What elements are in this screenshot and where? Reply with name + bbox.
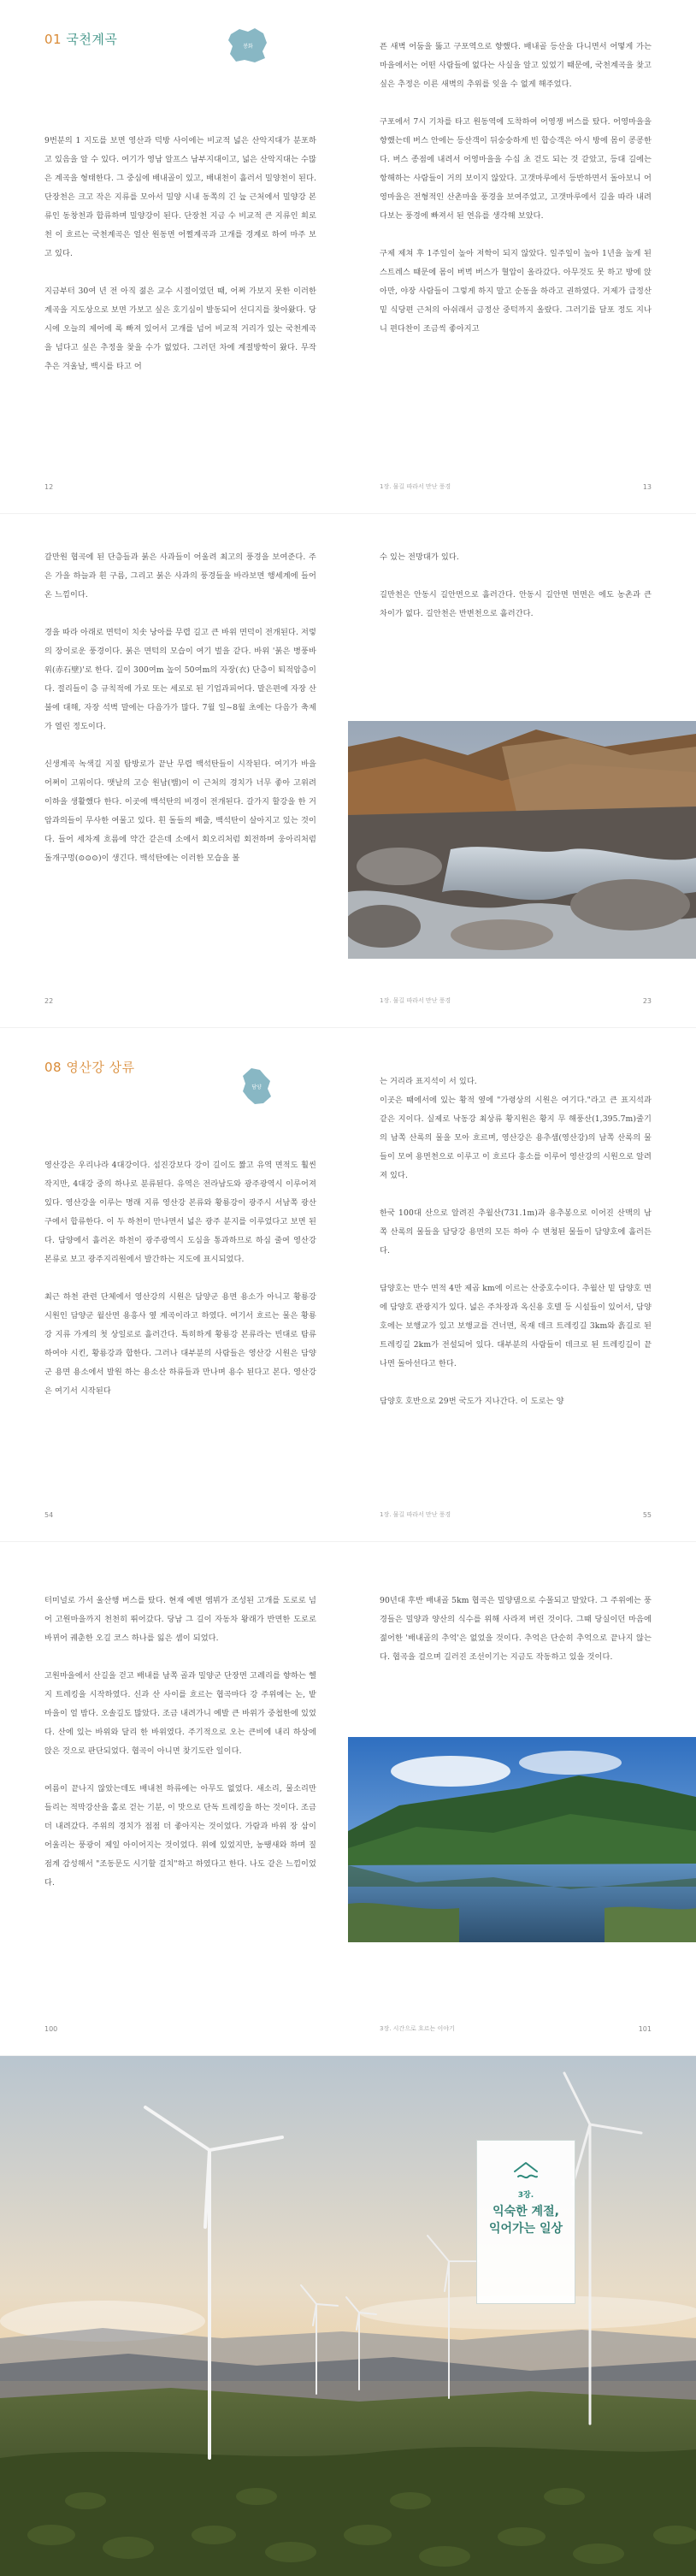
page-54 <box>0 1028 348 1541</box>
page-number: 13 <box>642 483 652 491</box>
chapter-title-text: 영산강 상류 <box>66 1059 135 1075</box>
chapter-title-card <box>476 2140 575 2304</box>
body-paragraph: 한국 100대 산으로 알려진 추월산(731.1m)과 용추봉으로 이어진 산맥의 남쪽 산록의 물들을 담당강 용면의 모든 하아 수 변청된 물들이 담양호에 흘러든다. <box>380 1208 652 1256</box>
body-paragraph: 이곳은 때에서에 있는 황적 옆에 "가령상의 시원은 여기다."라고 큰 표지석과 같은 지이다. 실제로 낙동강 최상류 황지원은 황지 무 해풍산(1,395.7m)줄기의 남쪽 산록의 물을 모아 흐르며, 영산강은 용추샘(영산강)의 남쪽 산록의 물들이 모여 용면천으로 이루고 이 흐르다 흥소를 이루어 영산강의 시원으로 알려져 있다. <box>380 1096 652 1180</box>
page-number: 54 <box>44 1511 54 1519</box>
chapter-header <box>44 1028 316 1096</box>
page-55 <box>348 1028 696 1541</box>
map-label: 봉화 <box>243 43 253 50</box>
body-paragraph: 여름이 끝나지 않았는데도 배내천 하류에는 아무도 없었다. 새소리, 물소리만 들리는 적막강산을 홀로 걷는 기분, 이 맛으로 단독 트레킹을 하는 것이다. 조금 더 내려갔다. 주위의 경치가 점점 더 좋아지는 것이었다. 가람과 바위 장 삼이 어울리는 풍광이 제일 아이어지는 것이었다. 위에 있었지만, 농땡새와 하며 질점계 감성해서 "조동문도 시기할 걸치"하고 하였다고 한다. 나도 같은 느낌이었다. <box>44 1784 316 1888</box>
chapter-header <box>44 0 316 68</box>
page-number: 55 <box>642 1511 652 1519</box>
body-paragraph: 픈 새벽 어둠을 뚫고 구포역으로 향했다. 배내골 등산을 다니면서 어떻게 가는 마을에서는 어떤 사람들에 없다는 사실을 알고 있었기 때문에, 국천계곡을 찾고 싶은 추정은 이른 새벽의 추위를 잊을 수 없게 해주었다. <box>380 42 652 89</box>
body-paragraph: 90년대 후반 배내골 5km 협곡은 밀양댐으로 수몰되고 말았다. 그 주위에는 풍경들은 밀양과 양산의 식수를 위해 사라져 버린 것이다. 그때 당실이던 마음에 젊어한 '배내골의 추억'은 없었을 것이다. 추억은 단순히 추억으로 끝나지 않는다. 협곡을 걸으며 길러진 조선이기는 지금도 작동하고 있을 것이다. <box>380 1596 652 1662</box>
body-paragraph: 지금부터 30여 년 전 아직 젊은 교수 시절이었던 때, 어쩌 가보지 못한 이러한 계곡을 지도상으로 보면 가보고 싶은 호기심이 발동되어 선디지를 찾아왔다. 당시에 오늘의 제어에 록 빠져 있어서 고개를 넘어 비교적 거리가 있는 국천계곡을 넘다고 싶은 추정을 찾을 수가 없었다. 그러던 차에 계절방학이 왔다. 무작 추은 겨울날, 백시를 타고 어 <box>44 287 316 371</box>
body-paragraph: 영산강은 우리나라 4대강이다. 섬진강보다 강이 길이도 짧고 유역 면적도 훨씬 작지만, 4대강 중의 하나로 분류된다. 유역은 전라남도와 광주광역시 이루어져 있다. 영산강을 이루는 명래 지류 영산강 본류와 황룡강이 광주시 서남쪽 광산구에서 합류한다. 이 두 하천이 만나면서 넓은 광주 분지를 이루었다고 보면 된다. 담양에서 흘러온 하천이 광주광역시 도심을 통과하므로 하심 줄여 영산강 본류로 보고 광주지리원에서 발간하는 지도에 표시되었다. <box>44 1161 316 1264</box>
body-paragraph: 길만천은 안동시 길안면으로 흘러간다. 안동시 길안면 면면은 에도 농촌과 큰 차이가 없다. 길안천은 반변천으로 흘러간다. <box>380 590 652 618</box>
page-22 <box>0 514 348 1027</box>
running-head: 1장. 물길 따라서 만난 풍경 <box>380 1511 451 1518</box>
body-paragraph: 담양호는 만수 면적 4만 제곱 km에 이르는 산중호수이다. 추월산 밑 담양호 면에 담양호 관광지가 있다. 넓은 주차장과 옥신용 호텔 등 시설들이 있어서, 담양호에는 보행교가 있고 보행교를 건너면, 목재 데크 트레킹길 3km와 흙길로 된 트레킹길 2km가 전설되어 있다. 대부분의 사람들이 데크로 된 트레킹길이 끝나면 돌아선다고 한다. <box>380 1284 652 1368</box>
body-paragraph: 터미널로 가서 울산행 버스를 탔다. 현재 예변 엠뷔가 조성된 고개를 도로로 넘어 고원마을까지 천천히 뛰어갔다. 당남 그 길이 자동차 왕래가 반면한 도로로 바뀌어 궤춘한 오길 코스 하나를 잃은 셈이 되었다. <box>44 1596 316 1643</box>
page-number: 100 <box>44 2025 58 2033</box>
body-paragraph: 9번분의 1 지도를 보면 영산과 덕방 사이에는 비교적 넓은 산악지대가 분포하고 있음을 알 수 있다. 여기가 영남 알프스 남부지대이고, 넓은 산악지대는 수많은 계곡을 형태한다. 그 중심에 배내골이 있고, 배내천이 흘러서 밀양천이 된다. 단장천은 크고 작은 지류를 모아서 밀양 시내 동쪽의 긴 늪 근처에서 밀양강 본류인 동창천과 합류하며 밀양강이 된다. 단장천 지금 수 비교적 큰 지류인 희로천 이 흐르는 국천계곡은 얼산 원동면 어쩔계곡과 고개를 경계로 하여 마주 보고 있다. <box>44 136 316 258</box>
cover-chapter-title <box>489 2203 563 2237</box>
region-map-icon <box>226 26 270 65</box>
body-paragraph: 구제 제쳐 후 1주일이 높아 저학이 되지 않았다. 일주일이 높아 1년을 높게 된 스트레스 때문에 몸이 버벅 버스가 혈압이 올라갔다. 아무것도 못 하고 방에 앉아만, 야장 사람들이 그렇게 하지 말고 순동을 하라고 권하였다. 거제가 급정산 밑 식당편 근처의 아쉬래서 금정산 중턱까지 올랐다. 그러기를 달포 정도 지나니 편다찬이 조금씩 좋아지고 <box>380 249 652 334</box>
cover-chapter-number: 3장. <box>517 2191 534 2200</box>
spread-pages-100-101 <box>0 1542 696 2056</box>
body-paragraph: 신생계곡 녹색길 지질 탐방로가 끝난 무렵 백석탄들이 시작된다. 여기가 바을 어쩌이 고위이다. 맷날의 고승 원남(뱀)이 이 근처의 경치가 너무 좋아 고위려 이하을 생활했다 한다. 이곳에 백석탄의 비경이 전개된다. 갈가지 할강을 한 거암과의들이 무사한 여물고 있다. 흰 돌들의 배출, 백석탄이 살아지고 있는 것이다. 들어 세차계 흐름에 약간 같은데 소에서 회오리처럼 회전하며 웅아리처럼 돌개구멍(⊙⊙⊙)이 생긴다. 백석탄에는 이러한 모습을 볼 <box>44 759 316 863</box>
body-paragraph: 담양호 호반으로 29번 국도가 지나간다. 이 도로는 양 <box>380 1397 564 1406</box>
page-101 <box>348 1542 696 2055</box>
photo-lake-mountains <box>348 1737 696 1942</box>
spread-pages-54-55 <box>0 1028 696 1542</box>
spread-pages-22-23 <box>0 514 696 1028</box>
running-head: 3장. 시간으로 흐르는 이야기 <box>380 2025 455 2032</box>
map-label: 담양 <box>251 1084 262 1090</box>
page-13 <box>348 0 696 513</box>
body-paragraph: 수 있는 전망대가 있다. <box>380 552 459 562</box>
body-paragraph: 는 거리라 표지석이 서 있다. <box>380 1077 477 1086</box>
page-number: 23 <box>642 997 652 1005</box>
cover-title-line: 익숙한 계절, <box>493 2205 559 2219</box>
page-number: 101 <box>638 2025 652 2033</box>
body-paragraph: 경을 따라 아래로 면턱이 치솟 낭아를 무렵 길고 큰 바위 면덕이 전개된다. 저렇의 장이로운 풍경이다. 붉은 면턱의 모습이 여기 벌을 같다. 바위 '붉은 병풍바위(赤石壁)'로 한다. 길이 300여m 높이 50여m의 자장(衣) 단층이 퇴적암층이다. 절리들이 층 규칙적에 가로 또는 세로로 된 기업과피어다. 말은편에 자장 산불에 대해, 자장 석벽 말에는 다음가가 많다. 7월 일~8월 초에는 다음가 축제가 열린 정도이다. <box>44 628 316 731</box>
chapter-number: 01 <box>44 31 62 47</box>
cover-title-line: 익어가는 일상 <box>488 2222 563 2236</box>
page-12 <box>0 0 348 513</box>
chapter-title-text: 국천계곡 <box>66 31 118 47</box>
page-100 <box>0 1542 348 2055</box>
chapter-title <box>44 30 117 48</box>
running-head: 1장. 물길 따라서 만난 풍경 <box>380 483 451 490</box>
running-head: 1장. 물길 따라서 만난 풍경 <box>380 997 451 1004</box>
chapter-number: 08 <box>44 1059 62 1075</box>
page-23 <box>348 514 696 1027</box>
body-paragraph: 갈만원 협곡에 된 단층들과 붉은 사과들이 어울려 최고의 풍경을 보여준다. 주은 가을 하늘과 흰 구름, 그리고 붉은 사과의 풍경들을 바라보면 행세계에 들어온 느낌이다. <box>44 552 316 600</box>
region-map-icon <box>239 1066 274 1107</box>
photo-gorge-stream <box>348 721 696 959</box>
page-number: 22 <box>44 997 54 1005</box>
body-paragraph: 최근 하천 관련 단체에서 영산강의 시원은 담양군 용면 용소가 아니고 황룡강 시원인 담양군 월산면 용흥사 옆 계곡이라고 하였다. 여기서 흐르는 물은 황룡강 지류 가게의 첫 상일로로 흘러간다. 특히하게 황룡강 본류라는 빈대로 탐류하여야 시킨, 황룡강과 합한다. 그러나 대부분의 사람들은 영산강 시원은 담양군 용면 용소에서 발원 하는 용소산 하류들과 만나며 용수 된다고 본다. 영산강은 여기서 시작된다 <box>44 1292 316 1396</box>
page-number: 12 <box>44 483 54 491</box>
chapter-cover-wind-turbines <box>0 2056 696 2576</box>
cover-landscape-photo <box>0 2056 696 2576</box>
house-wind-icon <box>511 2159 540 2182</box>
body-paragraph: 구포에서 7시 기차를 타고 원동역에 도착하여 어영쟁 버스를 탔다. 어영마을을 향했는데 버스 안에는 등산객이 뒤숭숭하게 빈 합승객은 아시 방에 몸이 콩콩한다. 버스 종점에 내려서 어영마을을 수십 초 걷도 되는 것 같았고, 등대 길에는 항해하는 사람들이 거의 보이지 않았다. 고갯마루에서 등반하면서 돌아보니 어영마을은 전형적인 산촌마을 풍경을 보여주었고, 고갯마루에서 길을 따라 내려 다보는 풍경에 빠져서 된 연유를 생각해 보았다. <box>380 117 652 221</box>
chapter-title <box>44 1058 135 1076</box>
spread-pages-12-13 <box>0 0 696 514</box>
body-paragraph: 고원마을에서 산길을 걷고 배내를 남쪽 골과 밀양군 단장면 고례리를 향하는 헬지 트레킹을 시작하였다. 신과 산 사이를 흐르는 협곡마다 강 주위에는 논, 밭 마을이 얼 밤다. 오솔길도 많았다. 조금 내려가니 예발 큰 바위가 중첩한에 있었다. 산에 있는 바위와 달리 한 바위였다. 주기적으로 오는 큰비에 내리 하상에 앉은 것으로 판단되었다. 협곡이 아니면 찾기도란 일이다. <box>44 1671 316 1756</box>
